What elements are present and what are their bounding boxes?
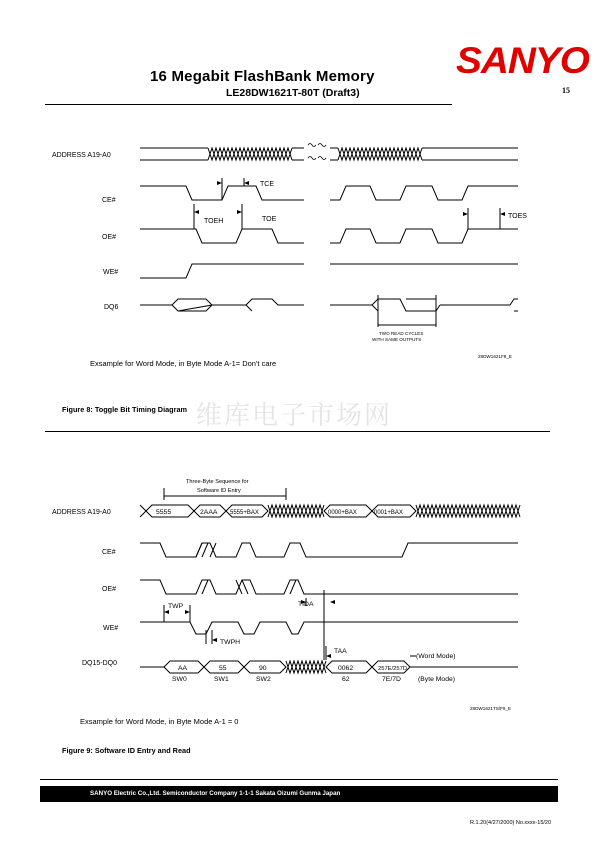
fig9-label-taa: TAA — [334, 648, 347, 655]
fig9-label-tida: TIDA — [298, 601, 314, 608]
fig9-signal-we: WE# — [103, 625, 119, 632]
fig8-note: Exsample for Word Mode, in Byte Mode A-1= Don't care — [90, 359, 277, 368]
fig9-below-62: 62 — [342, 676, 350, 683]
fig8-label-tce: TCE — [260, 181, 274, 188]
fig9-sequence-label-1: Three-Byte Sequence for — [186, 479, 249, 485]
fig8-annotation-1: TWO READ CYCLES — [379, 331, 424, 336]
fig9-data-90: 90 — [259, 665, 267, 672]
fig9-data-55: 55 — [219, 665, 227, 672]
fig9-data-aa: AA — [178, 665, 188, 672]
fig9-label-twp: TWP — [168, 603, 184, 610]
page-subtitle: LE28DW1621T-80T (Draft3) — [226, 87, 360, 99]
sanyo-logo: SANYO — [456, 40, 589, 81]
fig9-below-sw2: SW2 — [256, 676, 271, 683]
fig9-addr-5555bax: 5555+BAX — [230, 510, 259, 516]
fig9-signal-dq: DQ15-DQ0 — [82, 660, 118, 667]
fig8-label-toes: TOES — [508, 213, 527, 220]
fig8-label-toe: TOE — [262, 216, 277, 223]
fig9-addr-0001bax: 0001+BAX — [374, 510, 403, 516]
fig9-below-sw0: SW0 — [172, 676, 187, 683]
fig8-annotation-2: WITH SAME OUTPUTS — [372, 337, 422, 342]
fig9-signal-oe: OE# — [102, 586, 117, 593]
fig9-signal-ce: CE# — [102, 549, 116, 556]
fig9-word-mode: (Word Mode) — [416, 653, 456, 660]
fig9-ref: 28DW1621TS\F9_E — [470, 706, 512, 711]
fig9-addr-0000bax: 0000+BAX — [328, 510, 357, 516]
fig8-signal-oe: OE# — [102, 234, 117, 241]
fig9-below-sw1: SW1 — [214, 676, 229, 683]
fig8-signal-we: WE# — [103, 269, 119, 276]
fig8-signal-dq6: DQ6 — [104, 304, 119, 311]
fig9-below-7e7d: 7E/7D — [382, 676, 401, 683]
page-title: 16 Megabit FlashBank Memory — [150, 68, 375, 85]
fig9-signal-address: ADDRESS A19-A0 — [52, 509, 111, 516]
footer-rule — [40, 779, 558, 780]
fig9-byte-mode: (Byte Mode) — [418, 676, 456, 683]
page-number: 15 — [562, 86, 570, 95]
fig9-addr-2aaa: 2AAA — [200, 509, 218, 516]
fig9-caption: Figure 9: Software ID Entry and Read — [62, 746, 191, 755]
fig8-ref: 28DW1621F8_E — [478, 354, 512, 359]
fig9-note: Exsample for Word Mode, in Byte Mode A-1 = 0 — [80, 717, 239, 726]
revision-info: R.1.20(4/27/2000) No.xxxx-15/20 — [470, 820, 552, 826]
fig8-signal-address: ADDRESS A19-A0 — [52, 152, 111, 159]
footer-company: SANYO Electric Co.,Ltd. Semiconductor Company 1-1-1 Sakata Oizumi Gunma Japan — [90, 790, 341, 797]
fig9-label-twph: TWPH — [220, 639, 241, 646]
fig8-caption: Figure 8: Toggle Bit Timing Diagram — [62, 405, 188, 414]
fig9-data-257e: 257E/257D — [378, 666, 408, 672]
fig9-addr-5555: 5555 — [156, 509, 172, 516]
watermark: 维库电子市场网 — [196, 401, 393, 431]
fig9-data-0062: 0062 — [338, 665, 354, 672]
fig8-label-toeh: TOEH — [204, 218, 224, 225]
fig8-signal-ce: CE# — [102, 197, 116, 204]
fig9-sequence-label-2: Software ID Entry — [197, 488, 241, 494]
